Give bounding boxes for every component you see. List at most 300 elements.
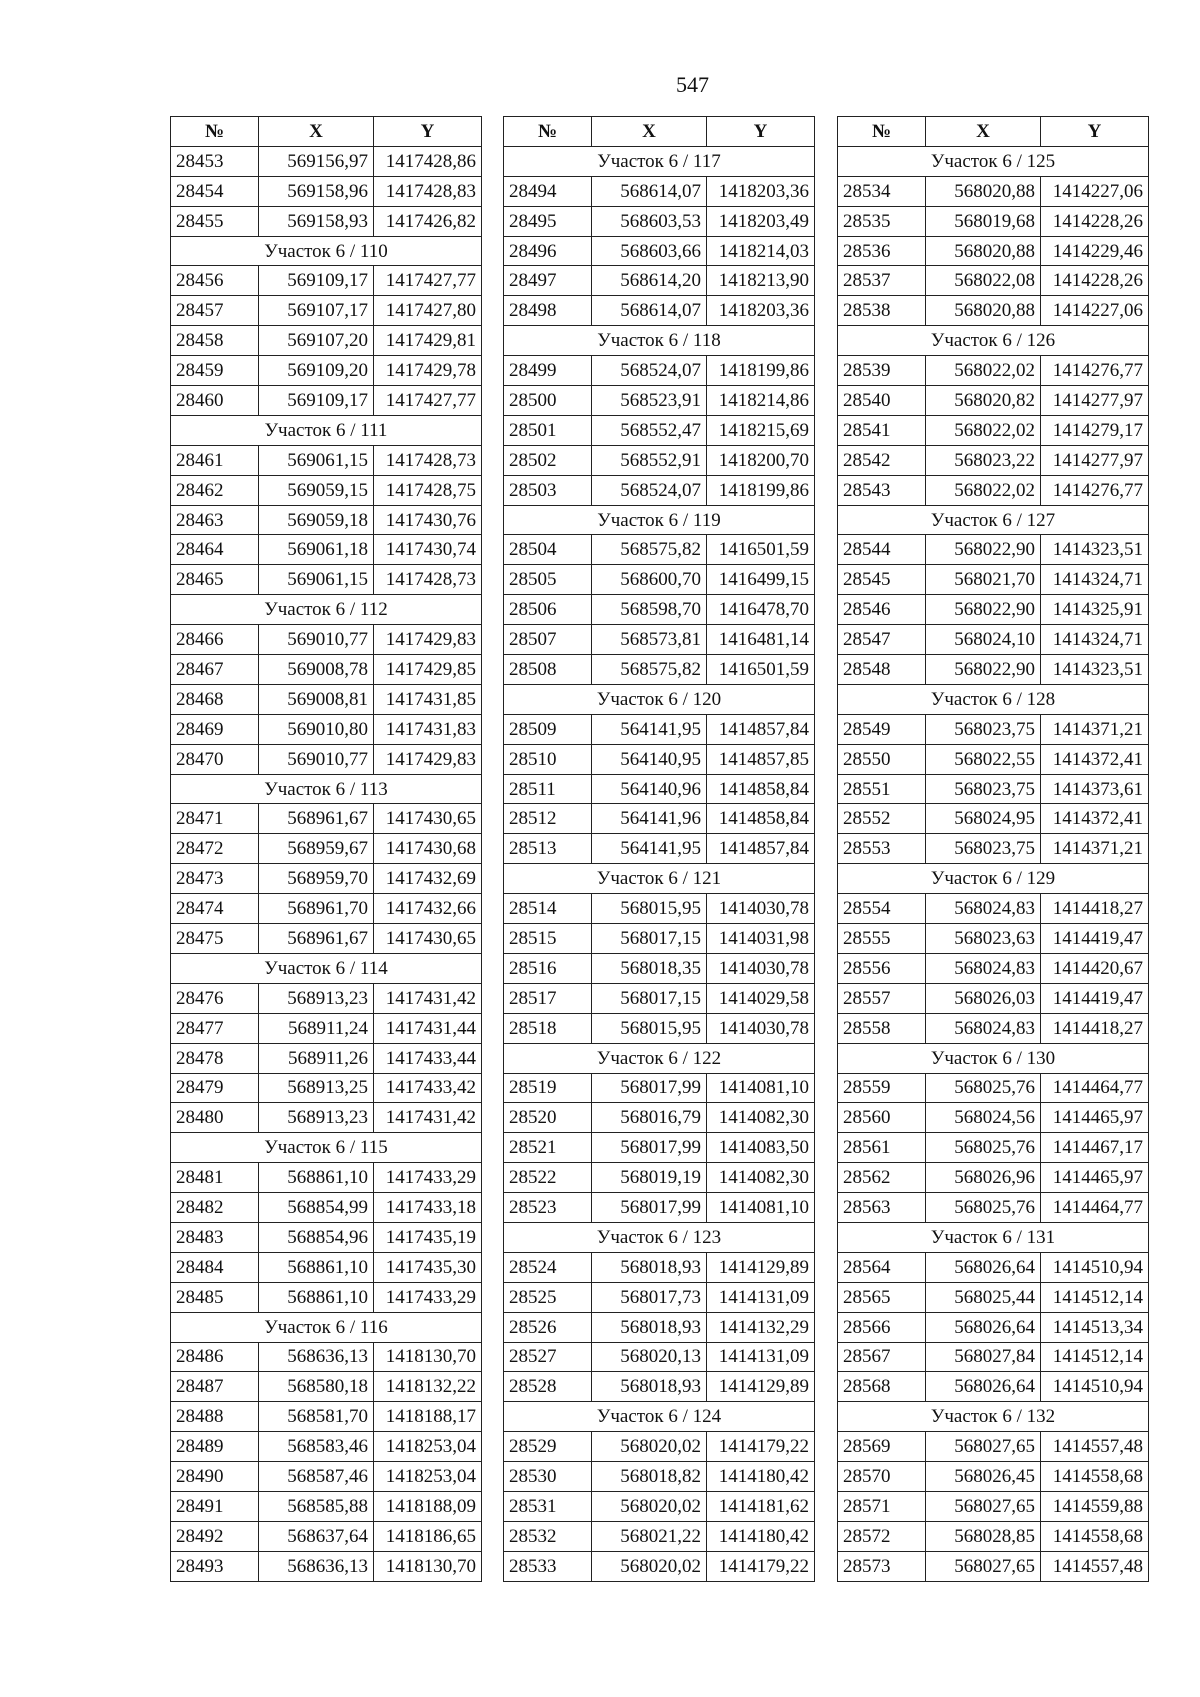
table-row xyxy=(171,1402,482,1432)
table-row xyxy=(504,595,815,625)
table-row xyxy=(838,1372,1149,1402)
table-row xyxy=(504,475,815,505)
cell-x: 568015,95 xyxy=(592,1013,707,1043)
cell-y: 1414559,88 xyxy=(1041,1491,1149,1521)
cell-y: 1414325,91 xyxy=(1041,595,1149,625)
table-row xyxy=(504,1372,815,1402)
header-y: Y xyxy=(374,117,482,147)
section-row xyxy=(504,684,815,714)
cell-y: 1414558,68 xyxy=(1041,1462,1149,1492)
cell-y: 1417432,66 xyxy=(374,894,482,924)
cell-y: 1414279,17 xyxy=(1041,415,1149,445)
table-row xyxy=(838,744,1149,774)
page-number: 547 xyxy=(676,72,709,97)
cell-num: 28460 xyxy=(171,386,259,416)
cell-x: 568637,64 xyxy=(259,1521,374,1551)
cell-x: 569059,15 xyxy=(259,475,374,505)
cell-x: 564141,95 xyxy=(592,714,707,744)
header-x: X xyxy=(592,117,707,147)
cell-y: 1414179,22 xyxy=(707,1551,815,1581)
table-row xyxy=(838,625,1149,655)
section-title: Участок 6 / 128 xyxy=(838,684,1149,714)
cell-num: 28503 xyxy=(504,475,592,505)
cell-num: 28533 xyxy=(504,1551,592,1581)
section-title: Участок 6 / 119 xyxy=(504,505,815,535)
cell-num: 28516 xyxy=(504,953,592,983)
cell-num: 28567 xyxy=(838,1342,926,1372)
cell-num: 28566 xyxy=(838,1312,926,1342)
cell-num: 28539 xyxy=(838,356,926,386)
cell-y: 1418130,70 xyxy=(374,1551,482,1581)
table-row xyxy=(504,1342,815,1372)
cell-x: 568020,82 xyxy=(926,386,1041,416)
table-row xyxy=(838,774,1149,804)
table-row xyxy=(504,983,815,1013)
cell-x: 569109,17 xyxy=(259,266,374,296)
table-row xyxy=(171,386,482,416)
cell-num: 28478 xyxy=(171,1043,259,1073)
table-row xyxy=(504,1491,815,1521)
cell-y: 1417433,29 xyxy=(374,1282,482,1312)
table-row xyxy=(504,1163,815,1193)
cell-num: 28488 xyxy=(171,1402,259,1432)
cell-y: 1417435,30 xyxy=(374,1252,482,1282)
table-row xyxy=(504,565,815,595)
header-y: Y xyxy=(707,117,815,147)
cell-y: 1414419,47 xyxy=(1041,983,1149,1013)
cell-y: 1414179,22 xyxy=(707,1432,815,1462)
cell-x: 568585,88 xyxy=(259,1491,374,1521)
cell-y: 1414324,71 xyxy=(1041,625,1149,655)
table-row xyxy=(838,266,1149,296)
cell-y: 1414510,94 xyxy=(1041,1252,1149,1282)
table-row xyxy=(838,296,1149,326)
cell-num: 28561 xyxy=(838,1133,926,1163)
section-title: Участок 6 / 118 xyxy=(504,326,815,356)
cell-y: 1414558,68 xyxy=(1041,1521,1149,1551)
section-row xyxy=(504,1043,815,1073)
table-row xyxy=(504,1521,815,1551)
table-row xyxy=(171,1372,482,1402)
cell-num: 28485 xyxy=(171,1282,259,1312)
cell-x: 568024,56 xyxy=(926,1103,1041,1133)
cell-num: 28546 xyxy=(838,595,926,625)
header-y: Y xyxy=(1041,117,1149,147)
table-row xyxy=(171,924,482,954)
table-row xyxy=(504,655,815,685)
cell-x: 568027,84 xyxy=(926,1342,1041,1372)
cell-x: 568023,22 xyxy=(926,445,1041,475)
table-row xyxy=(504,266,815,296)
cell-num: 28465 xyxy=(171,565,259,595)
cell-num: 28537 xyxy=(838,266,926,296)
cell-num: 28569 xyxy=(838,1432,926,1462)
cell-y: 1416501,59 xyxy=(707,655,815,685)
table-row xyxy=(504,1551,815,1581)
cell-x: 568019,19 xyxy=(592,1163,707,1193)
cell-y: 1414464,77 xyxy=(1041,1193,1149,1223)
cell-y: 1417428,73 xyxy=(374,445,482,475)
table-row xyxy=(171,1103,482,1133)
section-title: Участок 6 / 114 xyxy=(171,953,482,983)
table-row xyxy=(171,445,482,475)
cell-num: 28571 xyxy=(838,1491,926,1521)
cell-x: 568603,53 xyxy=(592,206,707,236)
cell-x: 568614,07 xyxy=(592,296,707,326)
cell-y: 1414513,34 xyxy=(1041,1312,1149,1342)
table-row xyxy=(504,1073,815,1103)
coordinates-table-left xyxy=(170,116,482,1582)
cell-num: 28489 xyxy=(171,1432,259,1462)
cell-y: 1414180,42 xyxy=(707,1521,815,1551)
cell-x: 568017,99 xyxy=(592,1133,707,1163)
cell-num: 28570 xyxy=(838,1462,926,1492)
cell-x: 568959,70 xyxy=(259,864,374,894)
cell-y: 1414418,27 xyxy=(1041,894,1149,924)
cell-x: 568575,82 xyxy=(592,655,707,685)
table-row xyxy=(504,744,815,774)
table-row xyxy=(838,983,1149,1013)
cell-x: 568024,10 xyxy=(926,625,1041,655)
table-row xyxy=(838,1342,1149,1372)
cell-x: 568023,75 xyxy=(926,774,1041,804)
cell-x: 568598,70 xyxy=(592,595,707,625)
cell-x: 568854,99 xyxy=(259,1193,374,1223)
cell-x: 568017,15 xyxy=(592,983,707,1013)
cell-x: 568018,93 xyxy=(592,1252,707,1282)
table-row xyxy=(838,953,1149,983)
cell-x: 568911,24 xyxy=(259,1013,374,1043)
cell-num: 28510 xyxy=(504,744,592,774)
cell-num: 28534 xyxy=(838,176,926,206)
table-row xyxy=(171,1013,482,1043)
section-row xyxy=(504,864,815,894)
cell-x: 568024,83 xyxy=(926,953,1041,983)
table-row xyxy=(171,206,482,236)
cell-x: 568023,63 xyxy=(926,924,1041,954)
cell-y: 1414467,17 xyxy=(1041,1133,1149,1163)
cell-num: 28505 xyxy=(504,565,592,595)
cell-y: 1414129,89 xyxy=(707,1372,815,1402)
table-row xyxy=(171,1282,482,1312)
cell-y: 1417431,42 xyxy=(374,1103,482,1133)
table-row xyxy=(504,1252,815,1282)
cell-x: 568022,90 xyxy=(926,535,1041,565)
cell-y: 1414557,48 xyxy=(1041,1551,1149,1581)
table-row xyxy=(838,236,1149,266)
cell-y: 1414420,67 xyxy=(1041,953,1149,983)
cell-num: 28564 xyxy=(838,1252,926,1282)
cell-num: 28494 xyxy=(504,176,592,206)
cell-y: 1414510,94 xyxy=(1041,1372,1149,1402)
cell-y: 1414082,30 xyxy=(707,1103,815,1133)
cell-num: 28471 xyxy=(171,804,259,834)
table-row xyxy=(838,1282,1149,1312)
table-row xyxy=(171,1432,482,1462)
cell-num: 28535 xyxy=(838,206,926,236)
cell-x: 568959,67 xyxy=(259,834,374,864)
table-row xyxy=(504,1432,815,1462)
table-row xyxy=(838,1193,1149,1223)
table-row xyxy=(838,655,1149,685)
cell-y: 1417427,77 xyxy=(374,386,482,416)
cell-num: 28557 xyxy=(838,983,926,1013)
cell-num: 28501 xyxy=(504,415,592,445)
cell-num: 28457 xyxy=(171,296,259,326)
cell-x: 568021,22 xyxy=(592,1521,707,1551)
cell-y: 1414227,06 xyxy=(1041,296,1149,326)
section-title: Участок 6 / 122 xyxy=(504,1043,815,1073)
section-row xyxy=(171,1312,482,1342)
cell-num: 28498 xyxy=(504,296,592,326)
cell-y: 1414465,97 xyxy=(1041,1163,1149,1193)
cell-x: 568018,82 xyxy=(592,1462,707,1492)
cell-x: 568020,88 xyxy=(926,236,1041,266)
table-row xyxy=(171,326,482,356)
cell-x: 568025,76 xyxy=(926,1073,1041,1103)
cell-x: 569010,77 xyxy=(259,625,374,655)
cell-x: 568024,95 xyxy=(926,804,1041,834)
cell-num: 28527 xyxy=(504,1342,592,1372)
cell-num: 28562 xyxy=(838,1163,926,1193)
cell-num: 28541 xyxy=(838,415,926,445)
cell-num: 28531 xyxy=(504,1491,592,1521)
table-row xyxy=(838,475,1149,505)
cell-x: 568614,20 xyxy=(592,266,707,296)
cell-num: 28519 xyxy=(504,1073,592,1103)
cell-y: 1414372,41 xyxy=(1041,744,1149,774)
cell-x: 568026,03 xyxy=(926,983,1041,1013)
cell-num: 28550 xyxy=(838,744,926,774)
cell-y: 1417429,81 xyxy=(374,326,482,356)
section-title: Участок 6 / 124 xyxy=(504,1402,815,1432)
cell-y: 1418186,65 xyxy=(374,1521,482,1551)
table-row xyxy=(504,1013,815,1043)
cell-num: 28518 xyxy=(504,1013,592,1043)
section-row xyxy=(838,326,1149,356)
cell-x: 568614,07 xyxy=(592,176,707,206)
cell-x: 569008,81 xyxy=(259,684,374,714)
cell-num: 28554 xyxy=(838,894,926,924)
cell-y: 1414030,78 xyxy=(707,1013,815,1043)
cell-x: 568026,64 xyxy=(926,1252,1041,1282)
cell-y: 1417429,83 xyxy=(374,625,482,655)
cell-y: 1417433,44 xyxy=(374,1043,482,1073)
cell-num: 28502 xyxy=(504,445,592,475)
cell-x: 568524,07 xyxy=(592,475,707,505)
cell-y: 1414227,06 xyxy=(1041,176,1149,206)
cell-y: 1414557,48 xyxy=(1041,1432,1149,1462)
cell-y: 1417431,44 xyxy=(374,1013,482,1043)
table-row xyxy=(171,1462,482,1492)
cell-y: 1414132,29 xyxy=(707,1312,815,1342)
table-row xyxy=(171,1163,482,1193)
cell-y: 1416481,14 xyxy=(707,625,815,655)
cell-num: 28545 xyxy=(838,565,926,595)
cell-x: 568961,67 xyxy=(259,924,374,954)
section-title: Участок 6 / 126 xyxy=(838,326,1149,356)
cell-y: 1417430,68 xyxy=(374,834,482,864)
cell-x: 568861,10 xyxy=(259,1163,374,1193)
cell-num: 28506 xyxy=(504,595,592,625)
cell-num: 28482 xyxy=(171,1193,259,1223)
cell-y: 1418214,03 xyxy=(707,236,815,266)
cell-x: 568552,47 xyxy=(592,415,707,445)
cell-x: 569061,15 xyxy=(259,565,374,595)
table-row xyxy=(838,176,1149,206)
cell-num: 28565 xyxy=(838,1282,926,1312)
cell-x: 568523,91 xyxy=(592,386,707,416)
cell-num: 28522 xyxy=(504,1163,592,1193)
cell-num: 28568 xyxy=(838,1372,926,1402)
table-row xyxy=(838,1252,1149,1282)
table-row xyxy=(171,1491,482,1521)
table-header-row xyxy=(838,117,1149,147)
cell-num: 28509 xyxy=(504,714,592,744)
cell-num: 28486 xyxy=(171,1342,259,1372)
cell-num: 28464 xyxy=(171,535,259,565)
cell-y: 1417431,85 xyxy=(374,684,482,714)
cell-x: 569156,97 xyxy=(259,146,374,176)
cell-num: 28480 xyxy=(171,1103,259,1133)
cell-num: 28542 xyxy=(838,445,926,475)
cell-num: 28559 xyxy=(838,1073,926,1103)
section-title: Участок 6 / 123 xyxy=(504,1222,815,1252)
table-row xyxy=(171,1252,482,1282)
table-row xyxy=(171,804,482,834)
cell-y: 1417428,86 xyxy=(374,146,482,176)
table-row xyxy=(504,1193,815,1223)
cell-x: 568025,44 xyxy=(926,1282,1041,1312)
table-row xyxy=(838,1133,1149,1163)
cell-x: 569008,78 xyxy=(259,655,374,685)
cell-y: 1418203,36 xyxy=(707,176,815,206)
table-row xyxy=(504,834,815,864)
table-row xyxy=(504,415,815,445)
section-title: Участок 6 / 112 xyxy=(171,595,482,625)
cell-x: 569010,80 xyxy=(259,714,374,744)
cell-y: 1417430,74 xyxy=(374,535,482,565)
cell-num: 28560 xyxy=(838,1103,926,1133)
cell-x: 569158,93 xyxy=(259,206,374,236)
cell-num: 28573 xyxy=(838,1551,926,1581)
table-row xyxy=(171,1521,482,1551)
cell-num: 28521 xyxy=(504,1133,592,1163)
table-row xyxy=(838,565,1149,595)
table-row xyxy=(838,834,1149,864)
cell-x: 568581,70 xyxy=(259,1402,374,1432)
table-row xyxy=(171,1193,482,1223)
cell-x: 568575,82 xyxy=(592,535,707,565)
cell-x: 568587,46 xyxy=(259,1462,374,1492)
cell-y: 1414373,61 xyxy=(1041,774,1149,804)
cell-y: 1417427,77 xyxy=(374,266,482,296)
cell-num: 28476 xyxy=(171,983,259,1013)
table-row xyxy=(838,1491,1149,1521)
cell-y: 1414277,97 xyxy=(1041,445,1149,475)
cell-num: 28528 xyxy=(504,1372,592,1402)
section-row xyxy=(838,1043,1149,1073)
table-row xyxy=(504,625,815,655)
table-row xyxy=(504,894,815,924)
table-row xyxy=(838,1073,1149,1103)
cell-y: 1417432,69 xyxy=(374,864,482,894)
cell-num: 28563 xyxy=(838,1193,926,1223)
cell-num: 28544 xyxy=(838,535,926,565)
cell-x: 569158,96 xyxy=(259,176,374,206)
cell-num: 28470 xyxy=(171,744,259,774)
cell-num: 28512 xyxy=(504,804,592,834)
section-title: Участок 6 / 121 xyxy=(504,864,815,894)
cell-num: 28532 xyxy=(504,1521,592,1551)
cell-num: 28477 xyxy=(171,1013,259,1043)
table-row xyxy=(171,983,482,1013)
cell-x: 568020,02 xyxy=(592,1551,707,1581)
cell-x: 568016,79 xyxy=(592,1103,707,1133)
table-row xyxy=(171,266,482,296)
cell-x: 568022,02 xyxy=(926,475,1041,505)
cell-y: 1414512,14 xyxy=(1041,1282,1149,1312)
cell-y: 1414082,30 xyxy=(707,1163,815,1193)
cell-y: 1416499,15 xyxy=(707,565,815,595)
cell-x: 564140,95 xyxy=(592,744,707,774)
cell-y: 1418214,86 xyxy=(707,386,815,416)
cell-y: 1414372,41 xyxy=(1041,804,1149,834)
cell-num: 28547 xyxy=(838,625,926,655)
table-row xyxy=(171,1043,482,1073)
table-row xyxy=(171,146,482,176)
cell-x: 568573,81 xyxy=(592,625,707,655)
header-x: X xyxy=(926,117,1041,147)
table-row xyxy=(171,625,482,655)
section-row xyxy=(838,864,1149,894)
cell-num: 28490 xyxy=(171,1462,259,1492)
cell-x: 568023,75 xyxy=(926,834,1041,864)
table-row xyxy=(838,386,1149,416)
cell-x: 568025,76 xyxy=(926,1133,1041,1163)
cell-y: 1414465,97 xyxy=(1041,1103,1149,1133)
cell-x: 568636,13 xyxy=(259,1342,374,1372)
cell-x: 568861,10 xyxy=(259,1252,374,1282)
cell-num: 28496 xyxy=(504,236,592,266)
cell-num: 28469 xyxy=(171,714,259,744)
table-row xyxy=(504,176,815,206)
cell-x: 569109,17 xyxy=(259,386,374,416)
cell-x: 568028,85 xyxy=(926,1521,1041,1551)
table-header-row xyxy=(171,117,482,147)
cell-num: 28483 xyxy=(171,1222,259,1252)
cell-x: 569109,20 xyxy=(259,356,374,386)
section-title: Участок 6 / 116 xyxy=(171,1312,482,1342)
table-row xyxy=(838,714,1149,744)
cell-x: 568026,64 xyxy=(926,1312,1041,1342)
cell-x: 569107,17 xyxy=(259,296,374,326)
cell-y: 1414323,51 xyxy=(1041,535,1149,565)
cell-y: 1417428,83 xyxy=(374,176,482,206)
table-row xyxy=(838,1103,1149,1133)
cell-x: 568026,96 xyxy=(926,1163,1041,1193)
table-row xyxy=(838,356,1149,386)
cell-num: 28526 xyxy=(504,1312,592,1342)
cell-y: 1418132,22 xyxy=(374,1372,482,1402)
table-row xyxy=(504,1462,815,1492)
table-row xyxy=(838,1462,1149,1492)
cell-x: 568913,23 xyxy=(259,983,374,1013)
section-title: Участок 6 / 117 xyxy=(504,146,815,176)
cell-x: 568022,90 xyxy=(926,595,1041,625)
cell-num: 28507 xyxy=(504,625,592,655)
cell-x: 569061,15 xyxy=(259,445,374,475)
